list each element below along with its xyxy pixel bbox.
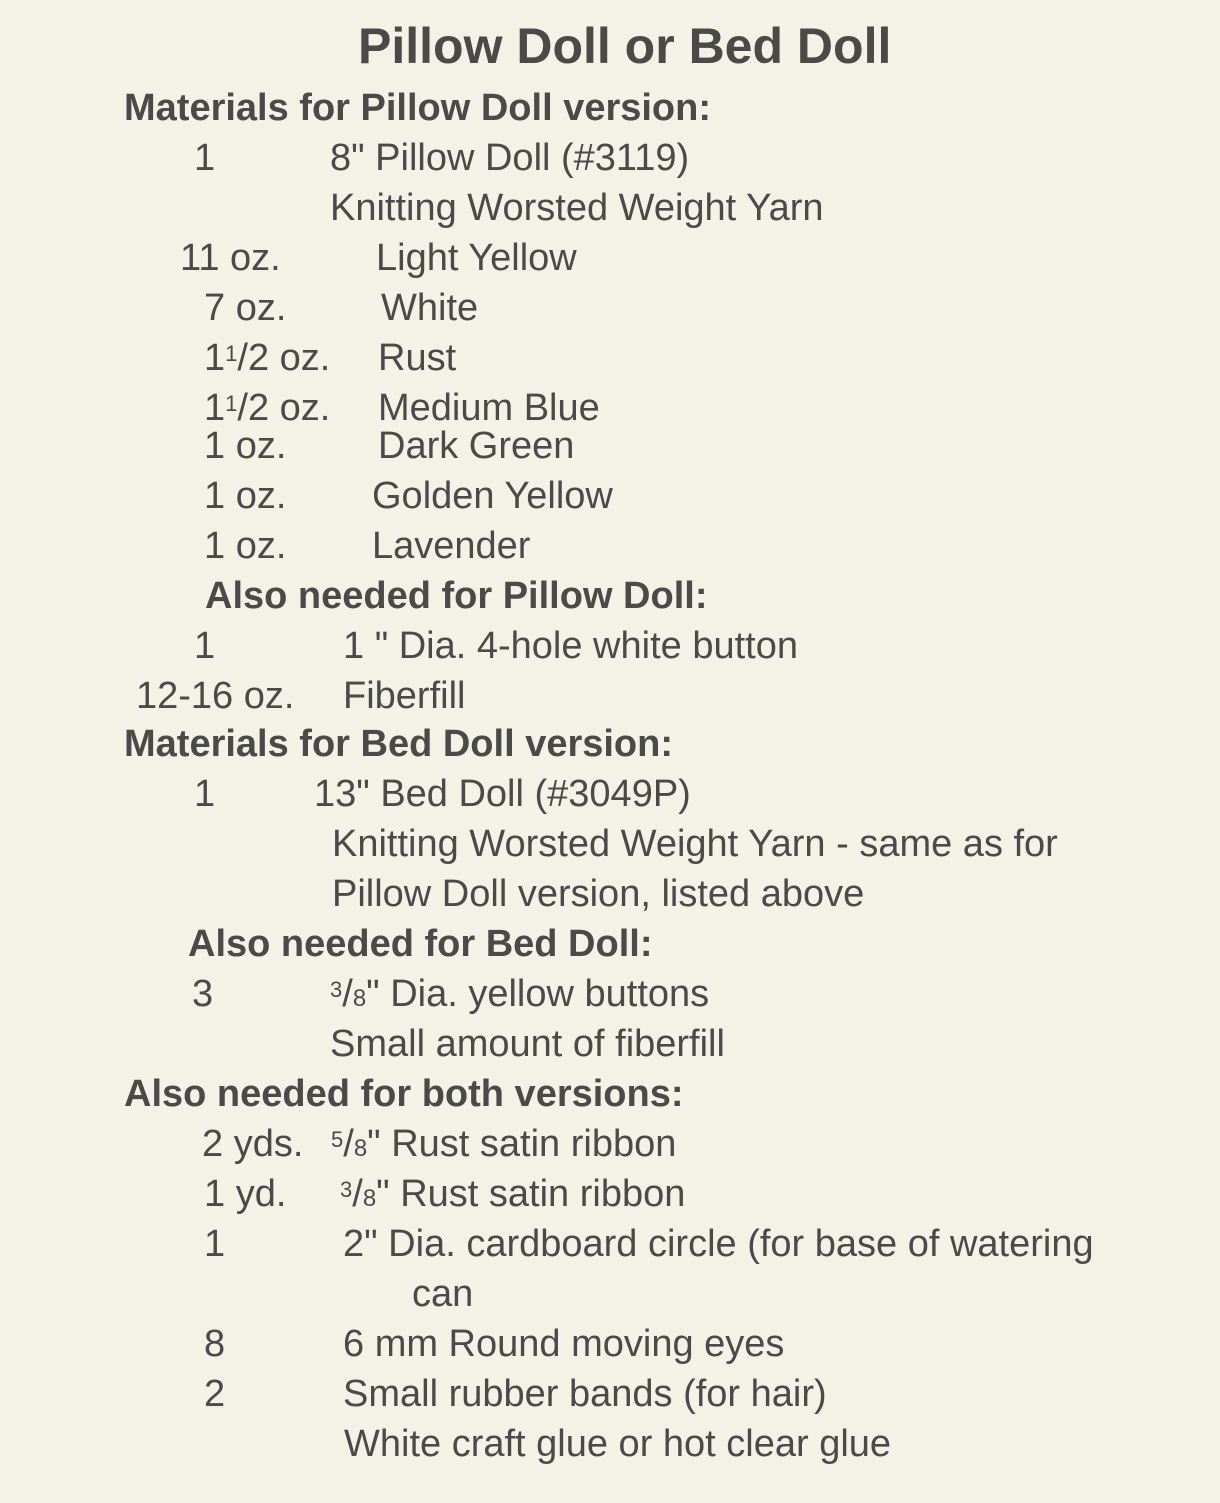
yarn-qty: 1 oz. bbox=[204, 525, 287, 567]
list-item-text: $^5$/8" Rust satin ribbon bbox=[331, 1123, 677, 1165]
yarn-color: Golden Yellow bbox=[372, 475, 613, 517]
yarn-qty: 1 oz. bbox=[204, 425, 287, 467]
yarn-qty: 11 oz. bbox=[180, 237, 281, 279]
yarn-label: Knitting Worsted Weight Yarn bbox=[330, 187, 824, 229]
list-item-text: 1 " Dia. 4-hole white button bbox=[343, 625, 798, 667]
list-item-qty: 3 bbox=[192, 973, 214, 1015]
list-item-qty: 2 bbox=[204, 1373, 226, 1415]
qty-numerator: 1 bbox=[225, 391, 238, 416]
qty-denominator: 2 oz. bbox=[247, 387, 331, 429]
fraction-numerator: 5 bbox=[331, 1127, 344, 1152]
list-item-qty: 1 bbox=[194, 137, 216, 179]
list-item-text: Fiberfill bbox=[343, 675, 466, 717]
list-item-text: Small rubber bands (for hair) bbox=[343, 1373, 827, 1415]
list-item-text: White craft glue or hot clear glue bbox=[344, 1423, 892, 1465]
qty-whole: 1 bbox=[204, 337, 226, 379]
yarn-note-line2: Pillow Doll version, listed above bbox=[332, 873, 865, 915]
fraction-denominator: 8 bbox=[362, 1185, 377, 1212]
bed-materials-heading: Materials for Bed Doll version: bbox=[124, 723, 674, 765]
yarn-color: Lavender bbox=[372, 525, 531, 567]
page-title: Pillow Doll or Bed Doll bbox=[358, 18, 892, 74]
fraction-numerator: 3 bbox=[340, 1177, 353, 1202]
yarn-color: Light Yellow bbox=[376, 237, 577, 279]
qty-whole: 1 bbox=[204, 387, 226, 429]
list-item-text: $^3$/8" Dia. yellow buttons bbox=[330, 973, 710, 1015]
yarn-qty: 7 oz. bbox=[204, 287, 287, 329]
list-item-qty: 2 yds. bbox=[202, 1123, 304, 1165]
yarn-qty: $1^1/2$ oz. bbox=[204, 387, 331, 429]
list-item-text: 13" Bed Doll (#3049P) bbox=[314, 773, 691, 815]
item-rest: " Rust satin ribbon bbox=[367, 1123, 677, 1165]
pillow-also-heading: Also needed for Pillow Doll: bbox=[205, 575, 708, 617]
yarn-color: Medium Blue bbox=[378, 387, 600, 429]
list-item-qty: 8 bbox=[204, 1323, 226, 1365]
both-heading: Also needed for both versions: bbox=[124, 1073, 684, 1115]
yarn-color: Rust bbox=[378, 337, 457, 379]
list-item-qty: 1 bbox=[194, 625, 216, 667]
list-item-text: 8" Pillow Doll (#3119) bbox=[330, 137, 690, 179]
item-rest: " Dia. yellow buttons bbox=[366, 973, 710, 1015]
list-item-text: Small amount of fiberfill bbox=[330, 1023, 725, 1065]
list-item-text: $^3$/8" Rust satin ribbon bbox=[340, 1173, 686, 1215]
fraction-denominator: 8 bbox=[353, 1135, 368, 1162]
pillow-materials-heading: Materials for Pillow Doll version: bbox=[124, 87, 712, 129]
yarn-qty: 1 oz. bbox=[204, 475, 287, 517]
yarn-color: White bbox=[381, 287, 479, 329]
list-item-text: 2" Dia. cardboard circle (for base of watering bbox=[343, 1223, 1094, 1265]
fraction-denominator: 8 bbox=[352, 985, 367, 1012]
yarn-color: Dark Green bbox=[378, 425, 575, 467]
item-rest: " Rust satin ribbon bbox=[376, 1173, 686, 1215]
list-item-qty: 12-16 oz. bbox=[136, 675, 295, 717]
list-item-text-cont: can bbox=[412, 1273, 474, 1315]
list-item-qty: 1 bbox=[204, 1223, 226, 1265]
yarn-note-line1: Knitting Worsted Weight Yarn - same as for bbox=[332, 823, 1058, 865]
bed-also-heading: Also needed for Bed Doll: bbox=[188, 923, 653, 965]
yarn-qty: $1^1/2$ oz. bbox=[204, 337, 331, 379]
fraction-numerator: 3 bbox=[330, 977, 343, 1002]
qty-numerator: 1 bbox=[225, 341, 238, 366]
list-item-text: 6 mm Round moving eyes bbox=[343, 1323, 785, 1365]
list-item-qty: 1 bbox=[194, 773, 216, 815]
list-item-qty: 1 yd. bbox=[204, 1173, 287, 1215]
qty-denominator: 2 oz. bbox=[247, 337, 331, 379]
